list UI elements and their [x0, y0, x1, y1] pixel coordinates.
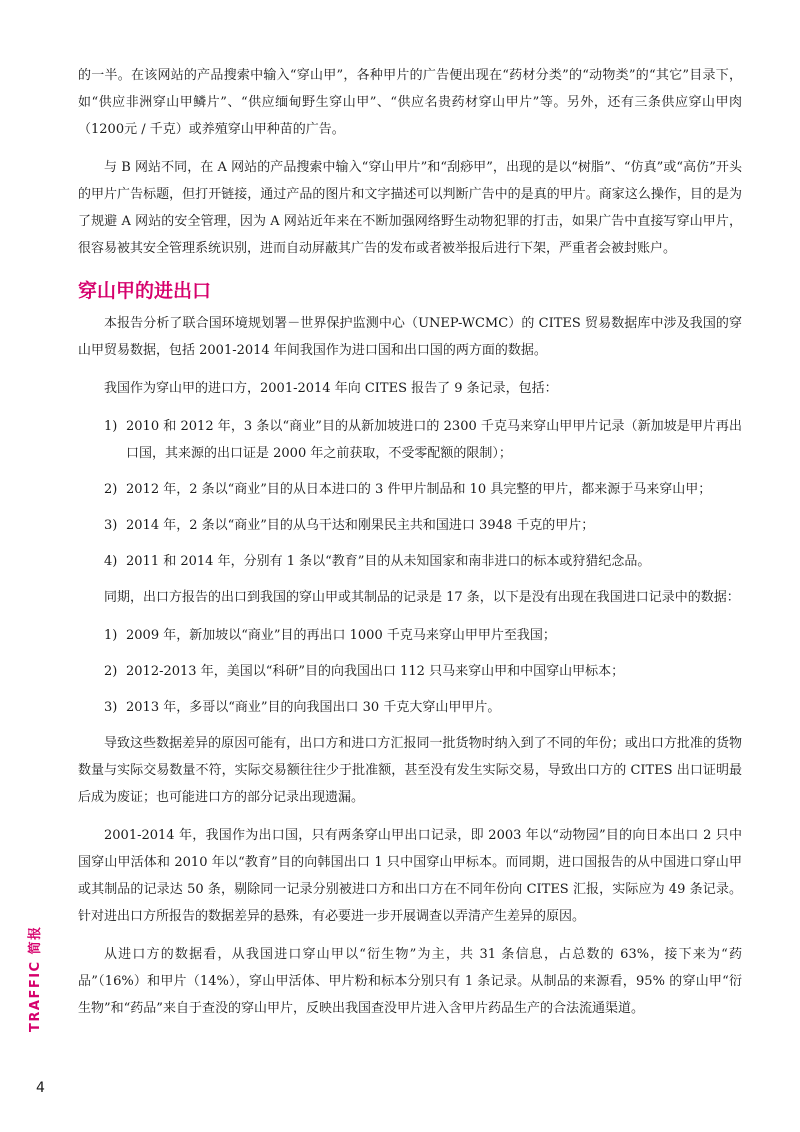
list-item-export-2 — [78, 658, 742, 685]
paragraph-export-lead: 同期，出口方报告的出口到我国的穿山甲或其制品的记录是 17 条，以下是没有出现在我国进口记录中的数据： — [104, 590, 740, 605]
section-title: 穿山甲的进出口 — [78, 280, 212, 302]
list-number: 1) — [104, 628, 118, 643]
traffic-bulletin-label: TRAFFIC 简报 — [28, 925, 43, 1032]
list-item-export-3 — [78, 694, 742, 721]
paragraph-derivatives: 从进口方的数据看，从我国进口穿山甲以“衍生物”为主，共 31 条信息，占总数的 63%，接下来为“药品”（16%）和甲片（14%），穿山甲活体、甲片粉和标本分别只有 1 条记录。从制品的来源看，95% 的穿山甲“衍生物”和“药品”来自于查没的穿山甲片，反映出我国查没甲片进入含甲片药品生产的合法流通渠道。 — [78, 947, 742, 1016]
document-body — [78, 62, 742, 1033]
list-text: 2013 年，多哥以“商业”目的向我国出口 30 千克大穿山甲甲片。 — [126, 700, 501, 715]
list-number: 2) — [104, 664, 118, 679]
list-number: 2) — [104, 482, 118, 497]
list-text: 2012-2013 年，美国以“科研”目的向我国出口 112 只马来穿山甲和中国穿山甲标本； — [126, 664, 625, 679]
paragraph-a-website: 与 B 网站不同，在 A 网站的产品搜索中输入“穿山甲片”和“刮痧甲”，出现的是以“树脂”、“仿真”或“高仿”开头的甲片广告标题，但打开链接，通过产品的图片和文字描述可以判断广告中的是真的甲片。商家这么操作，目的是为了规避 A 网站的安全管理，因为 A 网站近年来在不断加强网络野生动物犯罪的打击，如果广告中直接写穿山甲片，很容易被其安全管理系统识别，进而自动屏蔽其广告的发布或者被举报后进行下架，严重者会被封账户。 — [78, 160, 742, 256]
paragraph-import-lead: 我国作为穿山甲的进口方，2001-2014 年向 CITES 报告了 9 条记录，包括： — [104, 381, 558, 396]
list-number: 3) — [104, 700, 118, 715]
list-number: 1) — [104, 419, 118, 434]
list-item-import-4 — [78, 548, 742, 575]
page-number: 4 — [36, 1080, 45, 1096]
list-text: 2010 和 2012 年，3 条以“商业”目的从新加坡进口的 2300 千克马来穿山甲甲片记录（新加坡是甲片再出口国，其来源的出口证是 2000 年之前获取，不受零配额的限制）； — [126, 419, 742, 461]
list-item-import-2 — [78, 476, 742, 503]
list-text: 2014 年，2 条以“商业”目的从乌干达和刚果民主共和国进口 3948 千克的甲片； — [126, 518, 595, 533]
list-text: 2009 年，新加坡以“商业”目的再出口 1000 千克马来穿山甲甲片至我国； — [126, 628, 556, 643]
list-item-import-3 — [78, 512, 742, 539]
paragraph-intro: 本报告分析了联合国环境规划署－世界保护监测中心（UNEP-WCMC）的 CITES 贸易数据库中涉及我国的穿山甲贸易数据，包括 2001-2014 年间我国作为进口国和出口国的两方面的数据。 — [78, 316, 742, 358]
list-item-import-1 — [78, 413, 742, 467]
paragraph-export-records: 2001-2014 年，我国作为出口国，只有两条穿山甲出口记录，即 2003 年以“动物园”目的向日本出口 2 只中国穿山甲活体和 2010 年以“教育”目的向韩国出口 1 只中国穿山甲标本。而同期，进口国报告的从中国进口穿山甲或其制品的记录达 50 条，剔除同一记录分别被进口方和出口方在不同年份向 CITES 汇报，实际应为 49 条记录。针对进出口方所报告的数据差异的悬殊，有必要进一步开展调查以弄清产生差异的原因。 — [78, 828, 742, 924]
list-text: 2012 年，2 条以“商业”目的从日本进口的 3 件甲片制品和 10 具完整的甲片，都来源于马来穿山甲； — [126, 482, 712, 497]
paragraph-continuation: 的一半。在该网站的产品搜索中输入“穿山甲”，各种甲片的广告便出现在“药材分类”的“动物类”的“其它”目录下，如“供应非洲穿山甲鳞片”、“供应缅甸野生穿山甲”、“供应名贵药材穿山甲片”等。另外，还有三条供应穿山甲肉（1200元 / 千克）或养殖穿山甲种苗的广告。 — [78, 68, 742, 137]
list-item-export-1 — [78, 622, 742, 649]
list-text: 2011 和 2014 年，分别有 1 条以“教育”目的从未知国家和南非进口的标本或狩猎纪念品。 — [126, 554, 651, 569]
paragraph-discrepancy: 导致这些数据差异的原因可能有，出口方和进口方汇报同一批货物时纳入到了不同的年份；或出口方批准的货物数量与实际交易数量不符，实际交易额往往少于批准额，甚至没有发生实际交易，导致出口方的 CITES 出口证明最后成为废证；也可能进口方的部分记录出现遗漏。 — [78, 736, 742, 805]
list-number: 4) — [104, 554, 118, 569]
list-number: 3) — [104, 518, 118, 533]
